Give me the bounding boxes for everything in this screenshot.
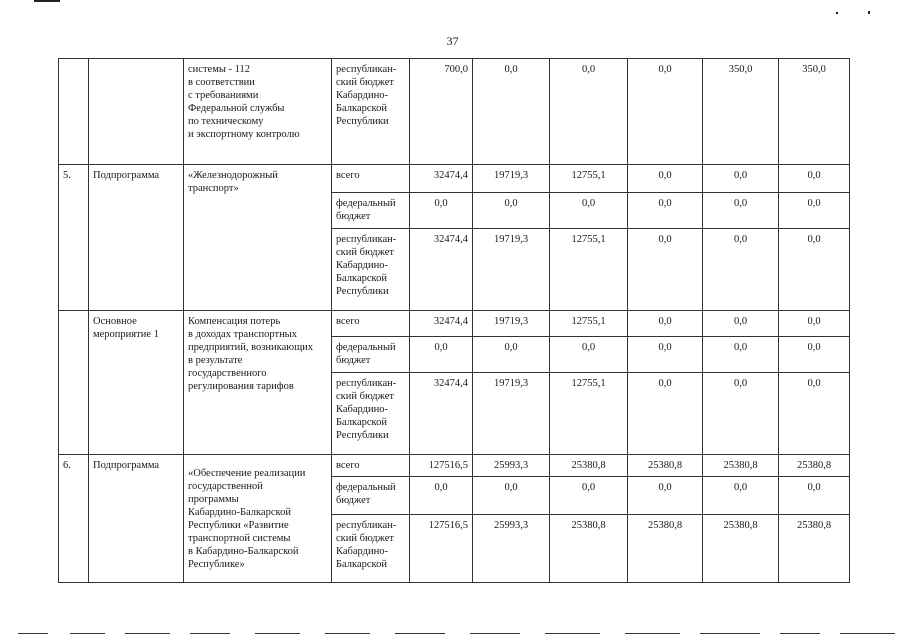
value-cell: 25380,8 bbox=[779, 455, 850, 477]
value-cell: 0,0 bbox=[703, 165, 779, 193]
table-row bbox=[59, 59, 850, 165]
value-cell: 32474,4 bbox=[410, 373, 473, 455]
value-cell: 12755,1 bbox=[550, 229, 628, 311]
value-cell: 12755,1 bbox=[550, 311, 628, 337]
funding-source: всего bbox=[332, 455, 410, 477]
value-cell: 25380,8 bbox=[628, 515, 703, 583]
value-cell: 32474,4 bbox=[410, 229, 473, 311]
value-cell: 0,0 bbox=[550, 59, 628, 165]
value-cell: 0,0 bbox=[703, 311, 779, 337]
scan-artifact-line bbox=[395, 633, 445, 634]
value-cell: 350,0 bbox=[703, 59, 779, 165]
table-row bbox=[59, 165, 850, 193]
program-name: Основное мероприятие 1 bbox=[89, 311, 184, 455]
funding-source: федеральный бюджет bbox=[332, 477, 410, 515]
scan-artifact-line bbox=[700, 633, 760, 634]
value-cell: 0,0 bbox=[628, 165, 703, 193]
funding-source: федеральный бюджет bbox=[332, 337, 410, 373]
value-cell: 0,0 bbox=[703, 337, 779, 373]
value-cell: 0,0 bbox=[779, 165, 850, 193]
row-number: 5. bbox=[59, 165, 89, 311]
value-cell: 25380,8 bbox=[550, 455, 628, 477]
page-number: 37 bbox=[446, 34, 459, 48]
value-cell: 0,0 bbox=[410, 337, 473, 373]
program-description: Компенсация потерь в доходах транспортных предприятий, возникающих в результате государственного регулирования тарифов bbox=[184, 311, 332, 455]
scan-artifact-line bbox=[545, 633, 600, 634]
value-cell: 350,0 bbox=[779, 59, 850, 165]
scan-mark-top-right-2 bbox=[868, 11, 870, 14]
value-cell: 0,0 bbox=[473, 193, 550, 229]
scan-artifact-line bbox=[255, 633, 300, 634]
table-row bbox=[59, 455, 850, 477]
value-cell: 0,0 bbox=[779, 229, 850, 311]
value-cell: 0,0 bbox=[703, 229, 779, 311]
value-cell: 127516,5 bbox=[410, 515, 473, 583]
scan-artifact-line bbox=[125, 633, 170, 634]
scan-artifact-line bbox=[18, 633, 48, 634]
value-cell: 19719,3 bbox=[473, 373, 550, 455]
value-cell: 32474,4 bbox=[410, 311, 473, 337]
program-name: Подпрограмма bbox=[89, 165, 184, 311]
funding-source: республикан- ский бюджет Кабардино- Балкарской Республики bbox=[332, 373, 410, 455]
value-cell: 0,0 bbox=[703, 193, 779, 229]
value-cell: 0,0 bbox=[628, 311, 703, 337]
funding-source: всего bbox=[332, 311, 410, 337]
value-cell: 0,0 bbox=[779, 193, 850, 229]
value-cell: 19719,3 bbox=[473, 311, 550, 337]
value-cell: 0,0 bbox=[703, 477, 779, 515]
value-cell: 19719,3 bbox=[473, 165, 550, 193]
value-cell: 0,0 bbox=[628, 337, 703, 373]
value-cell: 127516,5 bbox=[410, 455, 473, 477]
value-cell: 0,0 bbox=[473, 477, 550, 515]
value-cell: 0,0 bbox=[550, 193, 628, 229]
scan-artifact-line bbox=[625, 633, 680, 634]
value-cell: 25993,3 bbox=[473, 515, 550, 583]
value-cell: 0,0 bbox=[410, 477, 473, 515]
value-cell: 25380,8 bbox=[550, 515, 628, 583]
value-cell: 0,0 bbox=[703, 373, 779, 455]
value-cell: 0,0 bbox=[628, 373, 703, 455]
table-row bbox=[59, 311, 850, 337]
scan-artifact-line bbox=[190, 633, 230, 634]
value-cell: 32474,4 bbox=[410, 165, 473, 193]
row-number: 6. bbox=[59, 455, 89, 583]
funding-source: республикан- ский бюджет Кабардино- Балкарской Республики bbox=[332, 229, 410, 311]
value-cell: 0,0 bbox=[410, 193, 473, 229]
value-cell: 0,0 bbox=[550, 337, 628, 373]
scan-artifact-line bbox=[840, 633, 895, 634]
value-cell: 0,0 bbox=[779, 337, 850, 373]
program-description: системы - 112 в соответствии с требованиями Федеральной службы по техническому и экспортному контролю bbox=[184, 59, 332, 165]
value-cell: 0,0 bbox=[473, 337, 550, 373]
value-cell: 25380,8 bbox=[779, 515, 850, 583]
scan-artifact-line bbox=[325, 633, 370, 634]
value-cell: 25380,8 bbox=[628, 455, 703, 477]
budget-table bbox=[58, 58, 850, 583]
value-cell: 0,0 bbox=[628, 59, 703, 165]
value-cell: 0,0 bbox=[779, 477, 850, 515]
value-cell: 0,0 bbox=[779, 311, 850, 337]
scan-mark-top-right-1 bbox=[836, 12, 838, 14]
funding-source: республикан- ский бюджет Кабардино- Балкарской bbox=[332, 515, 410, 583]
scan-artifact-line bbox=[470, 633, 520, 634]
program-description: «Обеспечение реализации государственной программы Кабардино-Балкарской Республики «Развитие транспортной системы в Кабардино-Балкарской Республике» bbox=[184, 455, 332, 583]
value-cell: 25380,8 bbox=[703, 455, 779, 477]
value-cell: 0,0 bbox=[628, 477, 703, 515]
funding-source: федеральный бюджет bbox=[332, 193, 410, 229]
funding-source: республикан- ский бюджет Кабардино- Балкарской Республики bbox=[332, 59, 410, 165]
scan-mark-top-left bbox=[34, 0, 60, 2]
program-name bbox=[89, 59, 184, 165]
value-cell: 0,0 bbox=[473, 59, 550, 165]
value-cell: 25993,3 bbox=[473, 455, 550, 477]
funding-source: всего bbox=[332, 165, 410, 193]
value-cell: 700,0 bbox=[410, 59, 473, 165]
scan-artifact-line bbox=[780, 633, 820, 634]
program-name: Подпрограмма bbox=[89, 455, 184, 583]
row-number bbox=[59, 311, 89, 455]
value-cell: 0,0 bbox=[628, 193, 703, 229]
program-description: «Железнодорожный транспорт» bbox=[184, 165, 332, 311]
row-number bbox=[59, 59, 89, 165]
scan-artifact-line bbox=[70, 633, 105, 634]
value-cell: 0,0 bbox=[628, 229, 703, 311]
value-cell: 12755,1 bbox=[550, 165, 628, 193]
value-cell: 0,0 bbox=[550, 477, 628, 515]
value-cell: 0,0 bbox=[779, 373, 850, 455]
value-cell: 25380,8 bbox=[703, 515, 779, 583]
value-cell: 19719,3 bbox=[473, 229, 550, 311]
value-cell: 12755,1 bbox=[550, 373, 628, 455]
